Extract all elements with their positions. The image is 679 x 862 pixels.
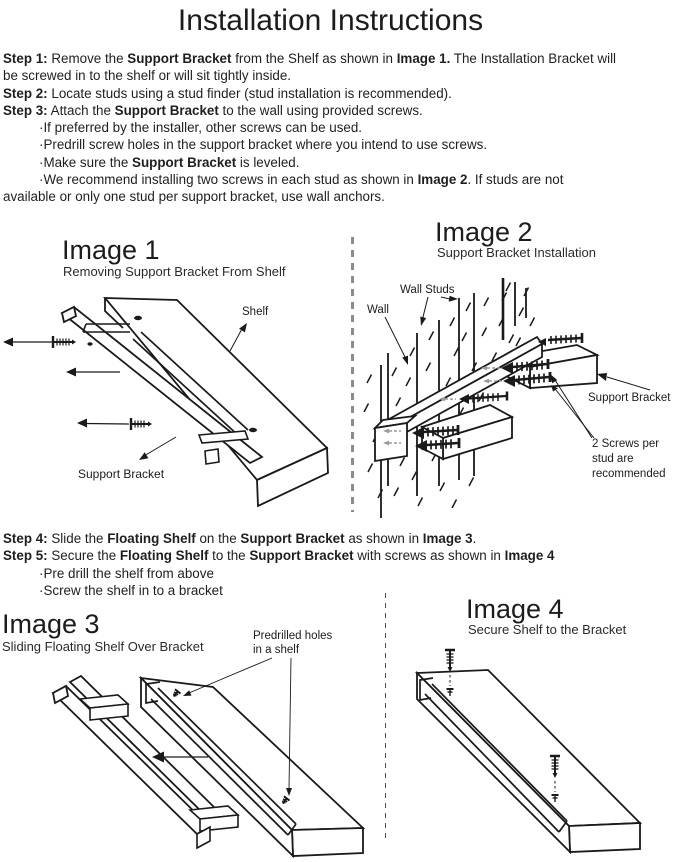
steps-bottom <box>3 530 676 599</box>
screw-hole <box>249 428 257 432</box>
screw-hole <box>87 342 92 345</box>
step-4: Step 4: Slide the Floating Shelf on the Support Bracket as shown in Image 3. <box>3 531 477 546</box>
svg-text:Wall: Wall <box>367 304 389 316</box>
leader-arrowhead-icon <box>420 317 426 327</box>
image2-subtitle: Support Bracket Installation <box>437 245 596 260</box>
image4-subtitle: Secure Shelf to the Bracket <box>468 622 627 637</box>
image4-title: Image 4 <box>466 594 564 624</box>
step-3-bullet-4: ·We recommend installing two screws in each stud as shown in Image 2. If studs are not available or only one stud per support bracket, use wall anchors. <box>3 172 564 205</box>
step-3: Step 3: Attach the Support Bracket to the wall using provided screws. <box>3 102 423 118</box>
shelf-label <box>230 306 269 351</box>
step-3-bullet-2: ·Predrill screw holes in the support bracket where you intend to use screws. <box>39 137 488 153</box>
svg-text:Support Bracket: Support Bracket <box>588 392 671 404</box>
step-1: Step 1: Remove the Support Bracket from the Shelf as shown in Image 1. The Installation Bracket will be screwed in to the shelf or will sit tightly inside. <box>3 51 617 84</box>
image3-subtitle: Sliding Floating Shelf Over Bracket <box>2 639 204 654</box>
svg-text:recommended: recommended <box>592 468 666 480</box>
floating-shelf-shape <box>417 670 640 852</box>
svg-text:stud are: stud are <box>592 453 634 465</box>
pull-arrow-icon <box>66 368 120 377</box>
screw-icon <box>538 333 582 346</box>
image3-title: Image 3 <box>2 609 100 639</box>
svg-text:Support Bracket: Support Bracket <box>78 467 165 481</box>
steps-top <box>3 50 676 206</box>
wall-studs-label <box>400 284 458 326</box>
image3-diagram <box>0 655 385 862</box>
step-5-bullet-1: ·Pre drill the shelf from above <box>39 565 214 581</box>
page-title: Installation Instructions <box>177 4 484 37</box>
image2-diagram <box>355 280 679 520</box>
leader-arrowhead-icon <box>597 373 607 381</box>
screw-hole <box>134 316 142 320</box>
screw-icon <box>53 336 76 348</box>
step-2: Step 2: Locate studs using a stud finder (stud installation is recommended). <box>3 85 452 101</box>
predrilled-holes-label: Predrilled holes in a shelf <box>253 630 333 656</box>
vertical-dashed-divider-bottom <box>385 593 386 838</box>
leader-arrowhead-icon <box>449 296 458 302</box>
svg-text:Shelf: Shelf <box>242 306 269 318</box>
svg-text:2 Screws per: 2 Screws per <box>592 438 660 450</box>
step-5-bullet-2: ·Screw the shelf in to a bracket <box>39 582 223 598</box>
pull-arrow-icon <box>77 419 129 428</box>
image1-title: Image 1 <box>62 235 160 265</box>
step-3-bullet-1: ·If preferred by the installer, other screws can be used. <box>39 120 363 136</box>
image1-diagram <box>0 285 352 517</box>
step-5: Step 5: Secure the Floating Shelf to the Support Bracket with screws as shown in Image 4 <box>3 548 555 564</box>
leader-arrowhead-icon <box>139 452 148 460</box>
step-3-bullet-3: ·Make sure the Support Bracket is leveled. <box>39 154 300 170</box>
support-bracket-label <box>78 437 176 481</box>
image4-diagram <box>400 648 679 862</box>
image1-subtitle: Removing Support Bracket From Shelf <box>63 264 286 279</box>
svg-text:Wall Studs: Wall Studs <box>400 284 455 296</box>
screw-icon <box>131 418 152 430</box>
support-bracket-label <box>588 373 671 404</box>
leader-arrowhead-icon <box>402 356 408 365</box>
image2-title: Image 2 <box>435 217 533 247</box>
pull-arrow-icon <box>3 338 52 347</box>
